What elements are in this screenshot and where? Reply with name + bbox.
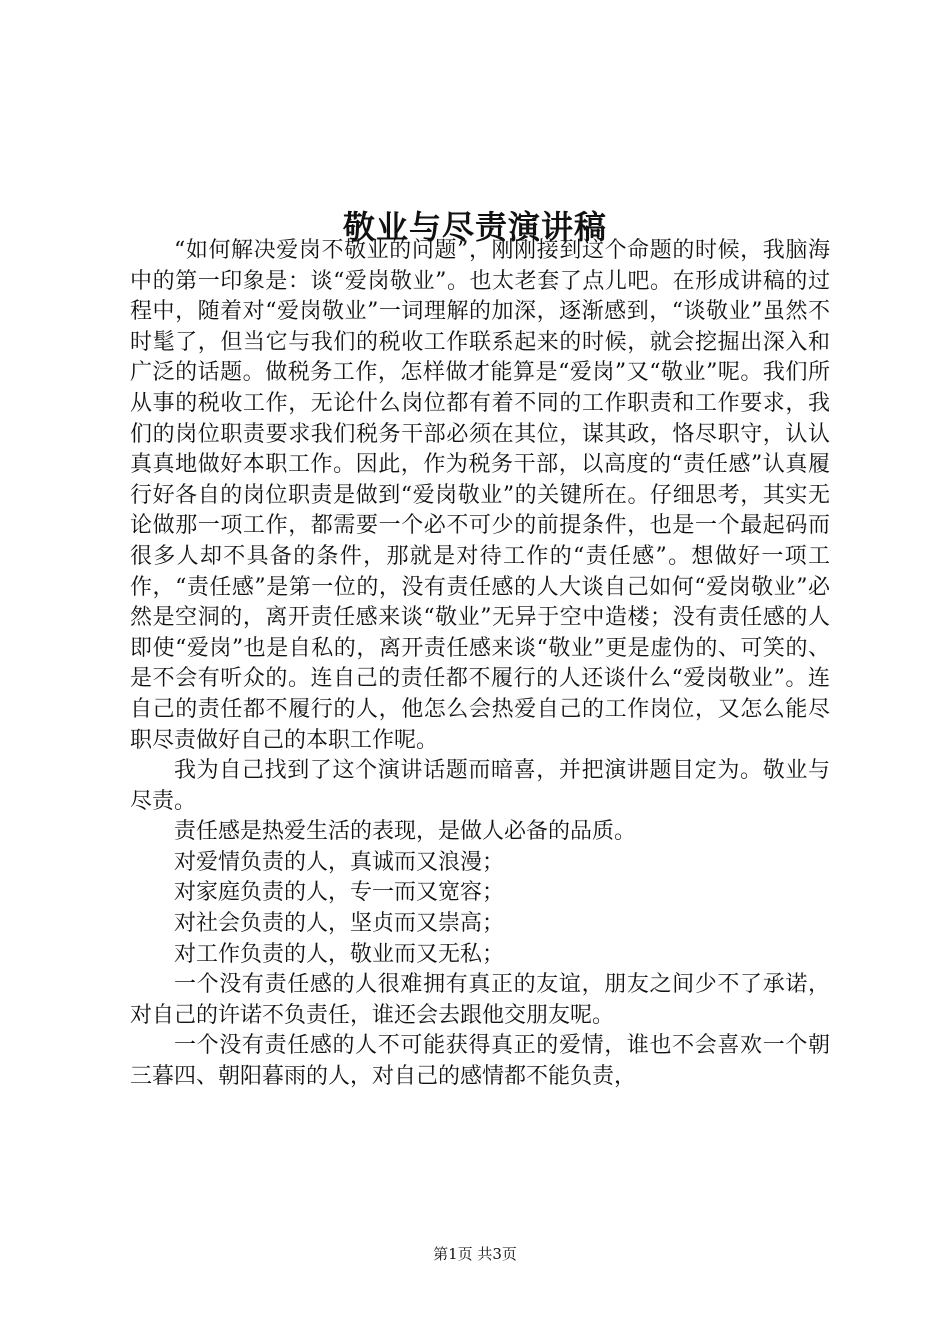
paragraph: 对家庭负责的人，专一而又宽容； — [174, 880, 505, 906]
paragraph: 一个没有责任感的人很难拥有真正的友谊，朋友之间少不了承诺，对自己的许诺不负责任，谁还会去跟他交朋友呢。 — [130, 972, 830, 1028]
document-body — [130, 236, 830, 1093]
paragraph: 我为自己找到了这个演讲话题而暗喜，并把演讲题目定为。敬业与尽责。 — [130, 758, 830, 814]
paragraph: “如何解决爱岗不敬业的问题”，刚刚接到这个命题的时候，我脑海中的第一印象是：谈“爱岗敬业”。也太老套了点儿吧。在形成讲稿的过程中，随着对“爱岗敬业”一词理解的加深，逐渐感到，“谈敬业”虽然不时髦了，但当它与我们的税收工作联系起来的时候，就会挖掘出深入和广泛的话题。做税务工作，怎样做才能算是“爱岗”又“敬业”呢。我们所从事的税收工作，无论什么岗位都有着不同的工作职责和工作要求，我们的岗位职责要求我们税务干部必须在其位，谋其政，恪尽职守，认认真真地做好本职工作。因此，作为税务干部，以高度的“责任感”认真履行好各自的岗位职责是做到“爱岗敬业”的关键所在。仔细思考，其实无论做那一项工作，都需要一个必不可少的前提条件，也是一个最起码而很多人却不具备的条件，那就是对待工作的“责任感”。想做好一项工作，“责任感”是第一位的，没有责任感的人大谈自己如何“爱岗敬业”必然是空洞的，离开责任感来谈“敬业”无异于空中造楼；没有责任感的人即使“爱岗”也是自私的，离开责任感来谈“敬业”更是虚伪的、可笑的、是不会有听众的。连自己的责任都不履行的人还谈什么“爱岗敬业”。连自己的责任都不履行的人，他怎么会热爱自己的工作岗位，又怎么能尽职尽责做好自己的本职工作呢。 — [130, 238, 830, 753]
page-number-footer: 第1页 共3页 — [433, 1245, 517, 1263]
paragraph: 对工作负责的人，敬业而又无私； — [174, 941, 505, 967]
paragraph: 责任感是热爱生活的表现，是做人必备的品质。 — [174, 819, 637, 845]
paragraph: 一个没有责任感的人不可能获得真正的爱情，谁也不会喜欢一个朝三暮四、朝阳暮雨的人，对自己的感情都不能负责， — [130, 1033, 830, 1090]
document-title: 敬业与尽责演讲稿 — [342, 208, 607, 247]
paragraph: 对爱情负责的人，真诚而又浪漫； — [174, 849, 505, 875]
paragraph: 对社会负责的人，坚贞而又崇高； — [174, 911, 505, 937]
